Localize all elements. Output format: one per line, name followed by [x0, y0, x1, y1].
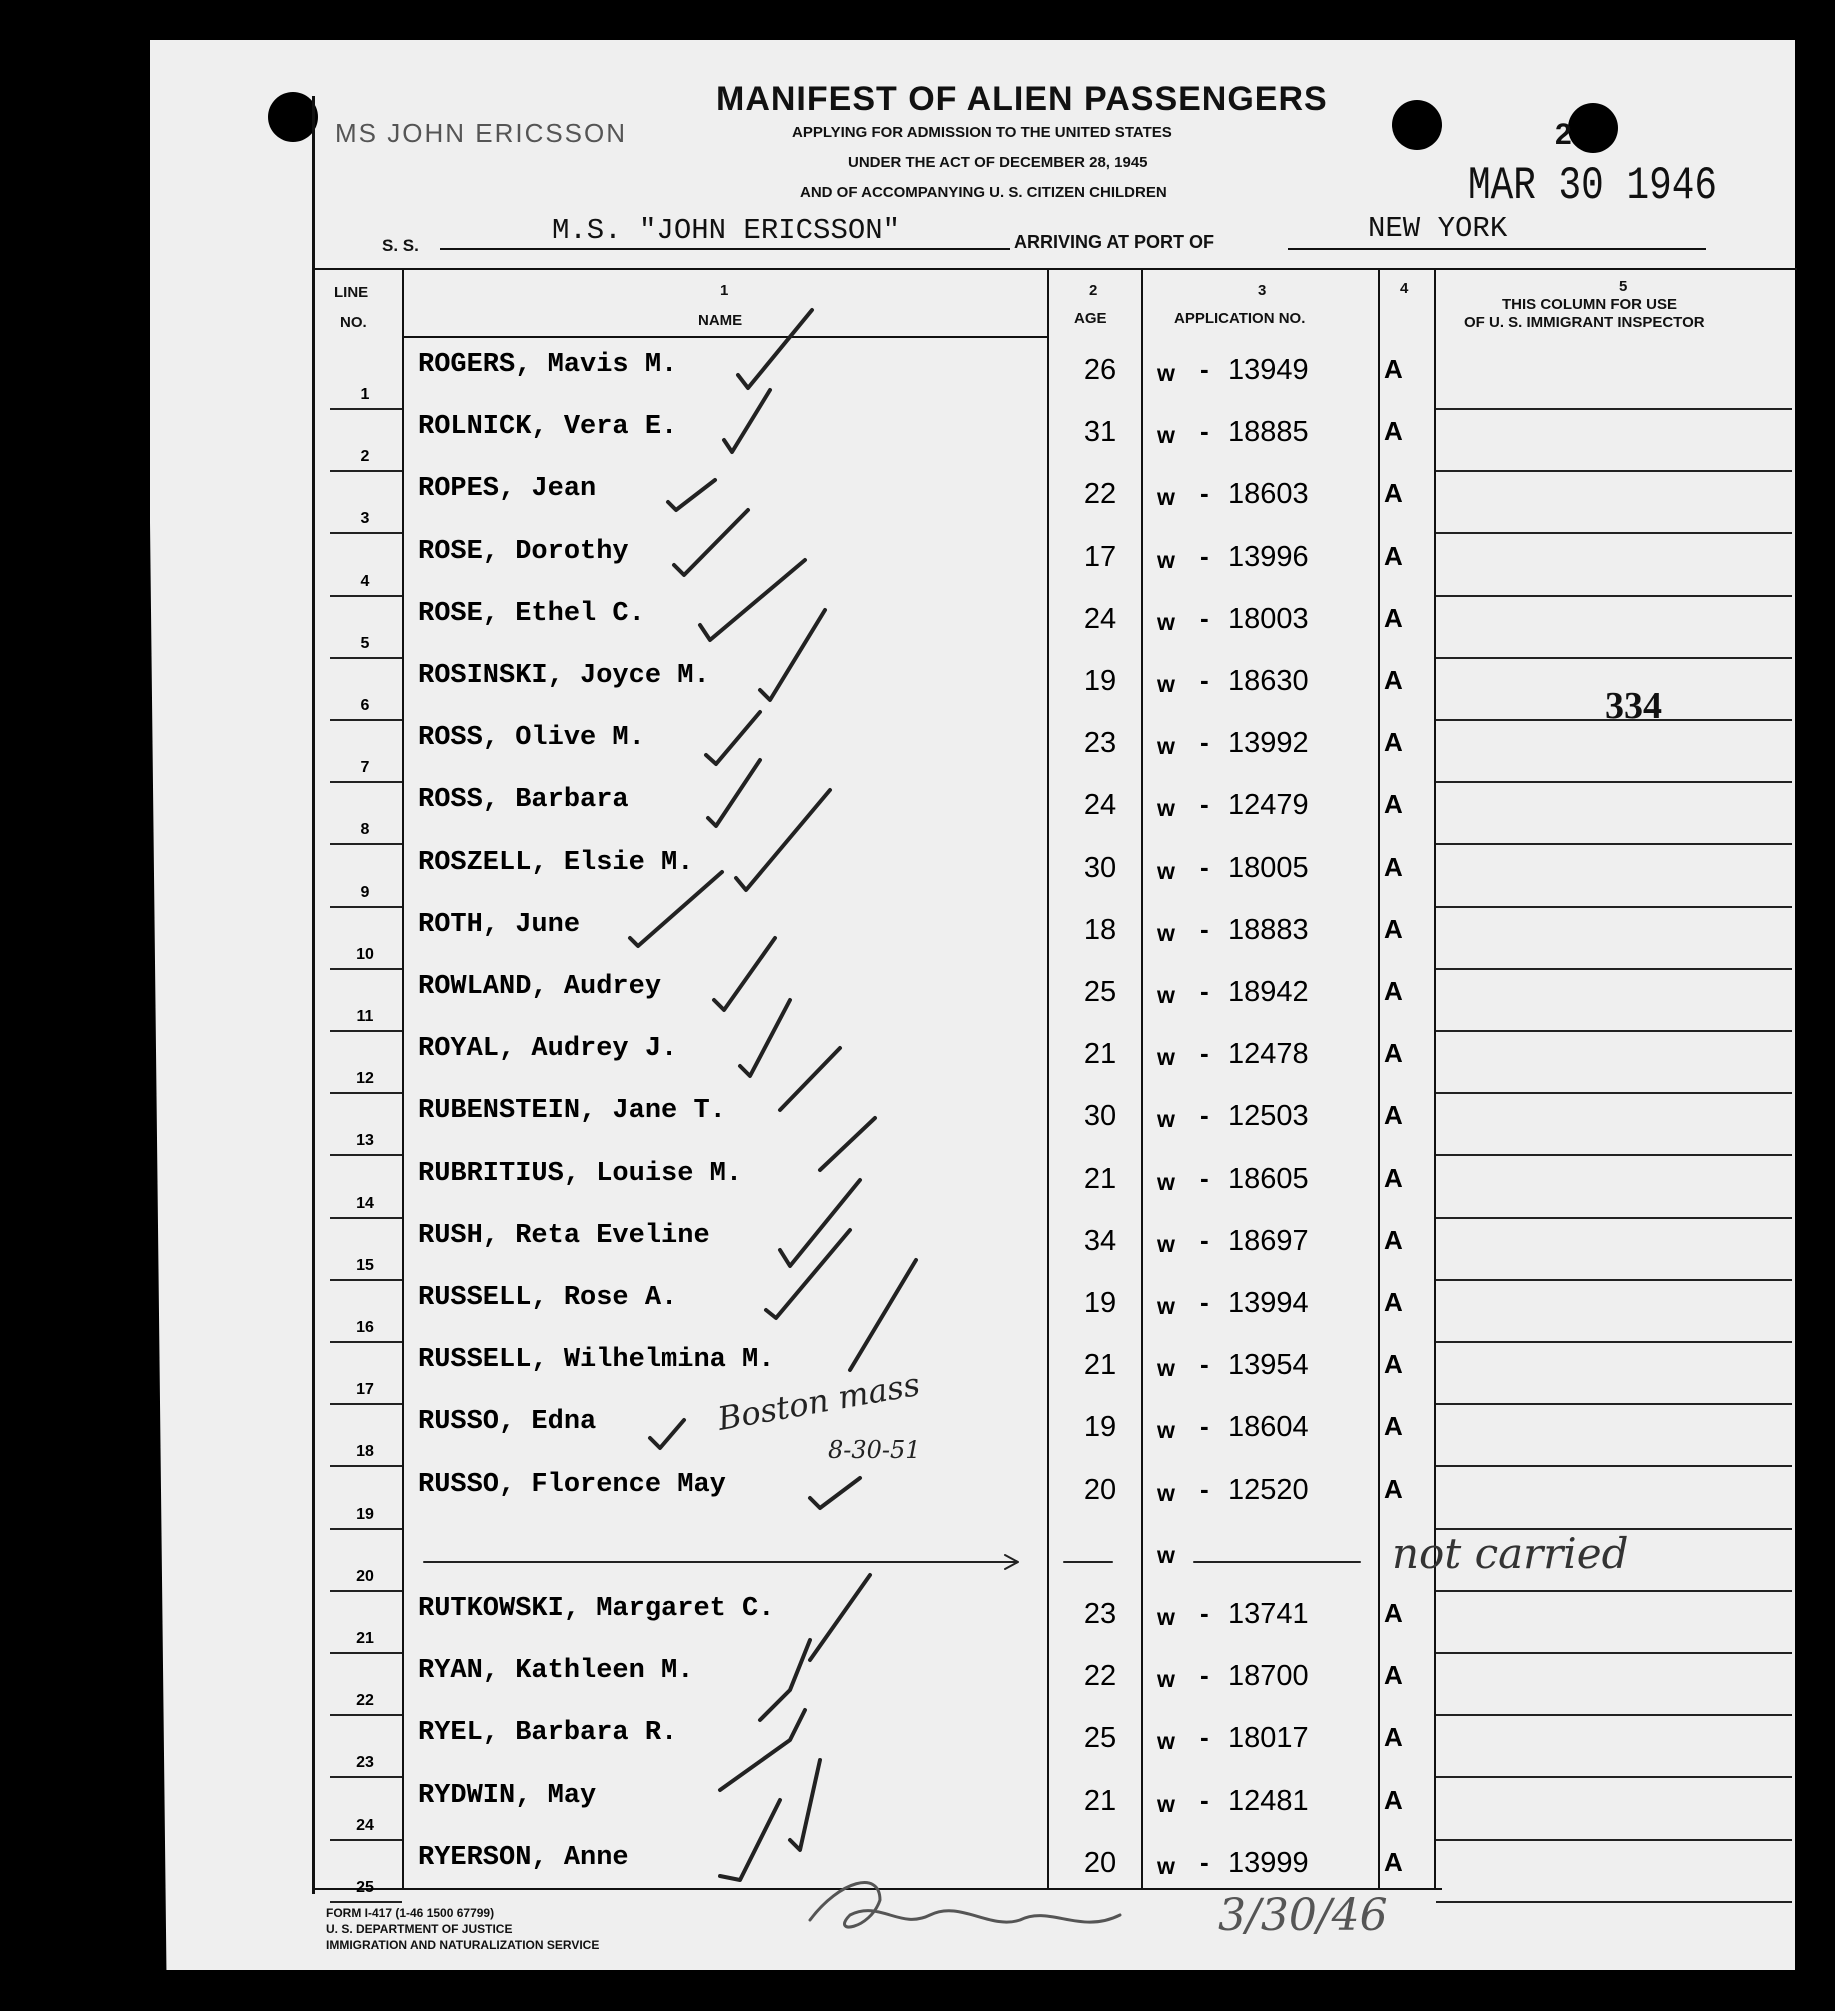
passenger-name: ROWLAND, Audrey — [418, 972, 662, 1002]
col-app-header: APPLICATION NO. — [1174, 310, 1306, 327]
status-code: A — [1384, 1411, 1403, 1441]
date-stamp: MAR 30 1946 — [1468, 160, 1717, 212]
status-code: A — [1384, 852, 1403, 882]
application-number: 13992 — [1228, 727, 1309, 759]
status-code: A — [1384, 1722, 1403, 1752]
line-number: 18 — [356, 1443, 374, 1460]
application-prefix: w — [1157, 671, 1175, 697]
application-dash: - — [1200, 1598, 1209, 1628]
application-dash: - — [1200, 976, 1209, 1006]
line-number: 2 — [360, 448, 370, 465]
passenger-age: 21 — [1083, 1785, 1117, 1817]
application-number: 12481 — [1228, 1785, 1309, 1817]
line-number: 15 — [356, 1257, 374, 1274]
passenger-name: RUTKOWSKI, Margaret C. — [418, 1594, 775, 1624]
passenger-name: ROSS, Olive M. — [418, 723, 645, 753]
application-number: 12503 — [1228, 1100, 1309, 1132]
col-line-header-1: LINE — [334, 284, 369, 301]
passenger-age: 34 — [1083, 1225, 1117, 1257]
passenger-name: RUSH, Reta Eveline — [418, 1221, 710, 1251]
application-dash: - — [1200, 603, 1209, 633]
application-dash: - — [1200, 852, 1209, 882]
application-number: 13994 — [1228, 1287, 1309, 1319]
status-code: A — [1384, 354, 1403, 384]
signature-date: 3/30/46 — [1218, 1890, 1388, 1941]
application-number: 18630 — [1228, 665, 1309, 697]
passenger-name: RUSSO, Florence May — [418, 1470, 726, 1500]
line-number: 4 — [360, 573, 370, 590]
application-dash: - — [1200, 1038, 1209, 1068]
passenger-age: 22 — [1083, 478, 1117, 510]
application-prefix: w — [1157, 1293, 1175, 1319]
passenger-age: 20 — [1083, 1474, 1117, 1506]
checkmark — [720, 1710, 805, 1790]
application-dash: - — [1200, 1722, 1209, 1752]
checkmark — [820, 1118, 875, 1170]
passenger-age: 24 — [1083, 603, 1117, 635]
page-number: 2 — [1555, 118, 1572, 151]
application-number: 13949 — [1228, 354, 1309, 386]
application-dash: - — [1200, 665, 1209, 695]
line-number: 5 — [360, 635, 370, 652]
status-code: A — [1384, 603, 1403, 633]
application-prefix: w — [1157, 1169, 1175, 1195]
application-number: 18003 — [1228, 603, 1309, 635]
col5-header-a: THIS COLUMN FOR USE — [1502, 296, 1677, 313]
application-prefix: w — [1157, 1604, 1175, 1630]
col5-header-b: OF U. S. IMMIGRANT INSPECTOR — [1464, 314, 1705, 331]
col5-number: 5 — [1619, 278, 1628, 295]
passenger-age: 17 — [1083, 541, 1117, 573]
application-prefix: w — [1157, 920, 1175, 946]
passenger-name: RYAN, Kathleen M. — [418, 1656, 694, 1686]
application-prefix: w — [1157, 1231, 1175, 1257]
passenger-age: 23 — [1083, 1598, 1117, 1630]
passenger-age: 30 — [1083, 852, 1117, 884]
checkmark — [738, 310, 812, 388]
application-dash: - — [1200, 1163, 1209, 1193]
application-number: 13741 — [1228, 1598, 1309, 1630]
application-dash: - — [1200, 1411, 1209, 1441]
status-code: A — [1384, 1474, 1403, 1504]
application-dash: - — [1200, 789, 1209, 819]
col-age-number: 2 — [1089, 282, 1098, 299]
col-line-header-2: NO. — [340, 314, 367, 331]
signature — [810, 1883, 1120, 1927]
application-number: 18942 — [1228, 976, 1309, 1008]
status-code: A — [1384, 1225, 1403, 1255]
checkmark — [850, 1260, 916, 1370]
passenger-name: RUSSO, Edna — [418, 1407, 597, 1437]
line-number: 11 — [356, 1008, 374, 1025]
passenger-age: 21 — [1083, 1163, 1117, 1195]
application-number: 18700 — [1228, 1660, 1309, 1692]
line-number: 1 — [360, 386, 370, 403]
application-prefix: w — [1157, 547, 1175, 573]
passenger-name: ROSS, Barbara — [418, 785, 629, 815]
passenger-age: 25 — [1083, 1722, 1117, 1754]
footer-dept: U. S. DEPARTMENT OF JUSTICE — [326, 1922, 513, 1936]
application-dash: - — [1200, 1660, 1209, 1690]
line-number: 23 — [356, 1754, 374, 1771]
application-prefix: w — [1157, 1853, 1175, 1879]
line-number: 25 — [356, 1879, 374, 1896]
passenger-name: RYEL, Barbara R. — [418, 1718, 678, 1748]
application-prefix: w — [1157, 733, 1175, 759]
line-number: 22 — [356, 1692, 374, 1709]
checkmark — [740, 1000, 790, 1076]
arriving-label: ARRIVING AT PORT OF — [1014, 232, 1214, 252]
subtitle-line2: UNDER THE ACT OF DECEMBER 28, 1945 — [848, 154, 1148, 171]
col4-number: 4 — [1400, 280, 1409, 297]
stamp-ship-name: MS JOHN ERICSSON — [335, 118, 628, 148]
handwritten-note-date: 8-30-51 — [828, 1436, 921, 1464]
line-number: 3 — [360, 510, 370, 527]
line-number: 16 — [356, 1319, 374, 1336]
subtitle-line3: AND OF ACCOMPANYING U. S. CITIZEN CHILDREN — [800, 184, 1167, 201]
checkmark — [810, 1478, 860, 1508]
application-prefix: w — [1157, 1666, 1175, 1692]
status-code: A — [1384, 1163, 1403, 1193]
application-prefix: w — [1157, 484, 1175, 510]
line-number: 12 — [356, 1070, 374, 1087]
passenger-age: 23 — [1083, 727, 1117, 759]
application-prefix: w — [1157, 609, 1175, 635]
status-code: A — [1384, 1349, 1403, 1379]
application-dash: - — [1200, 1100, 1209, 1130]
passenger-name: ROSINSKI, Joyce M. — [418, 661, 710, 691]
page-title: MANIFEST OF ALIEN PASSENGERS — [716, 80, 1328, 118]
status-code: A — [1384, 1785, 1403, 1815]
passenger-name: RUBRITIUS, Louise M. — [418, 1159, 743, 1189]
application-dash: - — [1200, 1225, 1209, 1255]
passenger-age: 21 — [1083, 1038, 1117, 1070]
application-dash: - — [1200, 727, 1209, 757]
line-number: 6 — [360, 697, 370, 714]
footer-form: FORM I-417 (1-46 1500 67799) — [326, 1906, 495, 1920]
port-name: NEW YORK — [1368, 212, 1508, 245]
status-code: A — [1384, 1847, 1403, 1877]
status-code: A — [1384, 541, 1403, 571]
passenger-name: RUSSELL, Rose A. — [418, 1283, 678, 1313]
passenger-name: RYDWIN, May — [418, 1781, 597, 1811]
passenger-age: 20 — [1083, 1847, 1117, 1879]
passenger-age: 22 — [1083, 1660, 1117, 1692]
status-code: A — [1384, 478, 1403, 508]
application-dash: - — [1200, 541, 1209, 571]
line-number: 19 — [356, 1506, 374, 1523]
checkmark — [760, 1640, 810, 1720]
passenger-age: 26 — [1083, 354, 1117, 386]
status-code: A — [1384, 1598, 1403, 1628]
passenger-age: 24 — [1083, 789, 1117, 821]
application-prefix: w — [1157, 1791, 1175, 1817]
line-number: 21 — [356, 1630, 374, 1647]
passenger-name: ROSE, Ethel C. — [418, 599, 645, 629]
ship-name: M.S. "JOHN ERICSSON" — [552, 214, 901, 247]
passenger-name: ROSE, Dorothy — [418, 537, 629, 567]
application-prefix: w — [1157, 1480, 1175, 1506]
application-dash: - — [1200, 416, 1209, 446]
application-dash: - — [1200, 1847, 1209, 1877]
status-code: A — [1384, 1100, 1403, 1130]
application-prefix: w — [1157, 1542, 1175, 1568]
checkmark — [650, 1420, 684, 1448]
passenger-age: 19 — [1083, 665, 1117, 697]
application-number: 18605 — [1228, 1163, 1309, 1195]
application-prefix: w — [1157, 422, 1175, 448]
ss-label: S. S. — [382, 236, 419, 255]
checkmark — [674, 510, 748, 575]
application-prefix: w — [1157, 360, 1175, 386]
footer-service: IMMIGRATION AND NATURALIZATION SERVICE — [326, 1938, 600, 1952]
application-number: 13999 — [1228, 1847, 1309, 1879]
checkmark — [780, 1180, 860, 1266]
application-number: 18885 — [1228, 416, 1309, 448]
application-prefix: w — [1157, 982, 1175, 1008]
col-app-number: 3 — [1258, 282, 1267, 299]
passenger-name: ROSZELL, Elsie M. — [418, 848, 694, 878]
application-prefix: w — [1157, 1044, 1175, 1070]
status-code: A — [1384, 665, 1403, 695]
application-prefix: w — [1157, 1106, 1175, 1132]
checkmark — [706, 712, 760, 764]
passenger-age: 31 — [1083, 416, 1117, 448]
passenger-age: 19 — [1083, 1287, 1117, 1319]
passenger-age: 21 — [1083, 1349, 1117, 1381]
application-number: 13996 — [1228, 541, 1309, 573]
col-age-header: AGE — [1074, 310, 1107, 327]
checkmark — [736, 790, 830, 890]
status-code: A — [1384, 416, 1403, 446]
application-number: 18697 — [1228, 1225, 1309, 1257]
application-number: 18883 — [1228, 914, 1309, 946]
passenger-name: ROLNICK, Vera E. — [418, 412, 678, 442]
line-number: 7 — [360, 759, 370, 776]
status-code: A — [1384, 1038, 1403, 1068]
application-number: 12520 — [1228, 1474, 1309, 1506]
application-prefix: w — [1157, 795, 1175, 821]
passenger-age: 18 — [1083, 914, 1117, 946]
line-number: 14 — [356, 1195, 374, 1212]
checkmark — [720, 1800, 780, 1880]
dash-arrow-line — [424, 1555, 1018, 1569]
status-code: A — [1384, 914, 1403, 944]
passenger-name: ROTH, June — [418, 910, 581, 940]
application-prefix: w — [1157, 1355, 1175, 1381]
col-name-number: 1 — [720, 282, 729, 299]
handwritten-note-not-carried: not carried — [1392, 1529, 1629, 1578]
line-number: 17 — [356, 1381, 374, 1398]
status-code: A — [1384, 789, 1403, 819]
application-prefix: w — [1157, 1728, 1175, 1754]
line-number: 10 — [356, 946, 374, 963]
checkmark — [790, 1760, 820, 1850]
checkmark — [760, 610, 825, 700]
application-number: 18604 — [1228, 1411, 1309, 1443]
line-number: 8 — [360, 821, 370, 838]
status-code: A — [1384, 1660, 1403, 1690]
application-dash: - — [1200, 1287, 1209, 1317]
application-dash: - — [1200, 354, 1209, 384]
line-number: 20 — [356, 1568, 374, 1585]
passenger-name: RUBENSTEIN, Jane T. — [418, 1096, 726, 1126]
application-number: 18603 — [1228, 478, 1309, 510]
passenger-name: RYERSON, Anne — [418, 1843, 629, 1873]
application-prefix: w — [1157, 858, 1175, 884]
checkmark — [810, 1575, 870, 1660]
checkmark — [724, 390, 770, 452]
application-number: 18017 — [1228, 1722, 1309, 1754]
status-code: A — [1384, 1287, 1403, 1317]
application-dash: - — [1200, 478, 1209, 508]
col-name-header: NAME — [698, 312, 743, 329]
application-number: 18005 — [1228, 852, 1309, 884]
checkmark — [714, 938, 775, 1010]
passenger-name: RUSSELL, Wilhelmina M. — [418, 1345, 775, 1375]
checkmark — [780, 1048, 840, 1110]
application-dash: - — [1200, 1474, 1209, 1504]
line-number: 9 — [360, 884, 370, 901]
application-number: 12478 — [1228, 1038, 1309, 1070]
passenger-age: 19 — [1083, 1411, 1117, 1443]
application-dash: - — [1200, 1785, 1209, 1815]
line-number: 13 — [356, 1132, 374, 1149]
handwritten-note-boston: Boston mass — [714, 1364, 923, 1438]
checkmark — [630, 872, 722, 946]
subtitle-line1: APPLYING FOR ADMISSION TO THE UNITED STATES — [792, 124, 1172, 141]
application-number: 13954 — [1228, 1349, 1309, 1381]
passenger-name: ROGERS, Mavis M. — [418, 350, 678, 380]
application-number: 12479 — [1228, 789, 1309, 821]
line-number: 24 — [356, 1817, 374, 1834]
checkmark — [708, 760, 760, 826]
status-code: A — [1384, 727, 1403, 757]
status-code: A — [1384, 976, 1403, 1006]
passenger-name: ROPES, Jean — [418, 474, 597, 504]
application-prefix: w — [1157, 1417, 1175, 1443]
passenger-name: ROYAL, Audrey J. — [418, 1034, 678, 1064]
passenger-age: 30 — [1083, 1100, 1117, 1132]
checkmark — [700, 560, 805, 640]
passenger-age: 25 — [1083, 976, 1117, 1008]
checkmark — [668, 480, 715, 510]
application-dash: - — [1200, 914, 1209, 944]
application-dash: - — [1200, 1349, 1209, 1379]
inspector-number: 334 — [1605, 685, 1662, 727]
